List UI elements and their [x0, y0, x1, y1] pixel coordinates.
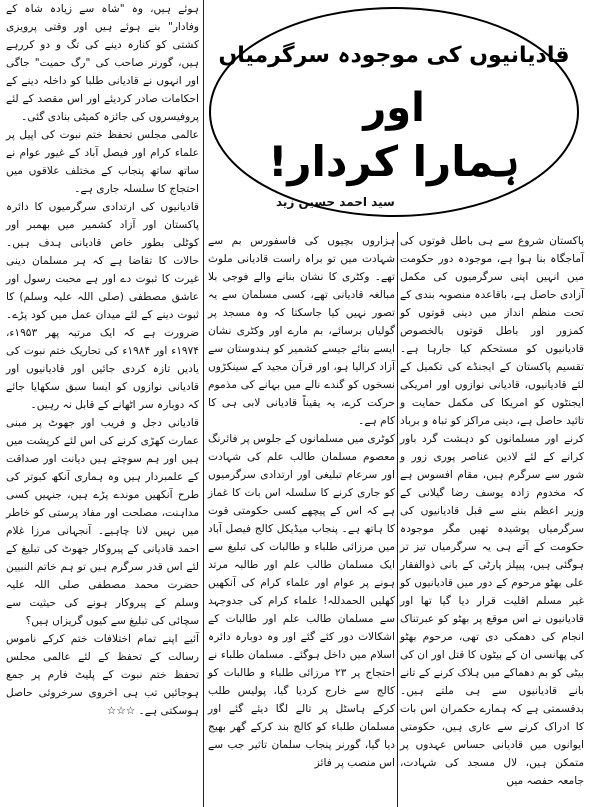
- headline-banner: [206, 5, 582, 219]
- paragraph: ہوئے ہیں، وہ "شاہ سے زیادہ شاہ کے وفادار" بنے ہوئے ہیں اور وقتی پرویزی کشتی کو کنارہ دینے کی تگ و دو کررہے ہیں، گورنر صاحب کی "رگ حمیت" جاگی اور انہوں نے قادیانی طلبا کو داخلہ دینے کے احکامات صادر کردیئے اور اس مقصد کے لئے پروفیسروں کی جائزہ کمیٹی بنادی گئی۔: [6, 3, 199, 123]
- article-column-left: [6, 0, 199, 720]
- paragraph: عالمی مجلس تحفظ ختم نبوت کی اپیل پر علماء کرام اور فیصل آباد کے غیور عوام نے ساتھ ساتھ پنجاب کے مختلف علاقوں میں احتجاج کا سلسلہ جاری ہے۔: [6, 129, 199, 195]
- paragraph: قادیانیوں کی ارتدادی سرگرمیوں کا دائرہ پاکستان اور آزاد کشمیر میں بھمبر اور کوٹلی بطور خاص قادیانی ہدف ہیں۔ حالات کا تقاضا ہے کہ ہر مسلمان دینی غیرت کا ثبوت دے اور ہے محبت رسول اور عاشق مصطفی (صلی اللہ علیہ وسلم) کا ثبوت دینے کے لئے میدان عمل میں کود پڑے۔ ضرورت ہے کہ ایک مرتبہ پھر ۱۹۵۳ء، ۱۹۷۴ء اور ۱۹۸۴ء کی تحاریک ختم نبوت کی یادیں تازہ کردی جائیں اور قادیانیوں اور قادیانی نوازوں کو ایسا سبق سکھایا جائے کہ دوبارہ سر اٹھانے کے قابل نہ رہیں۔: [6, 201, 199, 411]
- headline-line-3: ہمارا کردار!: [268, 137, 520, 186]
- column-divider: [203, 0, 204, 807]
- paragraph: قادیانی دجل و فریب اور جھوٹ پر مبنی عمارت کھڑی کرنے کی اس لئے کرپشت میں ہیں اور ہم سوچتے ہیں دیانت اور صداقت کے علمبردار ہیں وہ ہماری آنکھ کبوتر کی طرح آنکھیں موندے پڑے ہیں، جنہیں کسی مداہنت، مصلحت اور مفاد پرستی کو خاطر میں نہیں لانا چاہیے۔ آنجہانی مرزا غلام احمد قادیانی کے پیروکار جھوٹ کی تبلیغ کے لئے اس قدر سرگرم ہیں تو ہم خاتم النبیین حضرت محمد مصطفی صلی اللہ علیہ وسلم کے پیروکار ہونے کی حیثیت سے سچائی کی تبلیغ سے کیوں گریزاں ہیں؟: [6, 417, 199, 627]
- article-column-middle: [208, 232, 395, 772]
- column-divider: [397, 232, 398, 807]
- paragraph: کوٹری میں مسلمانوں کے جلوس پر فائرنگ معصوم مسلمان طالب علم کی شہادت اور سرعام تبلیغی اور ارتدادی سرگرمیوں کو جاری کرنے کا سلسلہ اس بات کا غماز ہے کہ اس کے پیچھے کسی حکومتی قوت کا ہاتھ ہے۔ پنجاب میڈیکل کالج فیصل آباد میں مرزائی طلباء و طالبات کی تبلیغ سے ایک مسلمان طالب علم اور طالبہ مرتد ہونے پر عوام اور علماء کرام کی آنکھیں کھلیں الحمدللہ! علماء کرام کی جدوجہد سے مسلمان طالب علم اور طالبات کے اشکالات دور کئے گئے اور وہ دوبارہ دائرہ اسلام میں داخل ہوگئے۔ مسلمان طلباء نے احتجاج پر ۲۳ مرزائی طلباء و طالبات کو کالج سے خارج کردیا گیا، پولیس طلب کرکے ہاسٹل پر تالے لگا دیئے گئے اور مسلمان طلباء کو کالج بند کرکے گھر بھیج دیا گیا، گورنر پنجاب سلمان تاثیر جب سے اس منصب پر فائز: [208, 433, 395, 769]
- article-column-right: [400, 232, 584, 790]
- paragraph: آئیے اپنے تمام اختلافات ختم کرکے ناموس رسالت کے تحفظ کے لئے عالمی مجلس تحفظ ختم نبوت کے پلیٹ فارم پر جمع ہوجائیں تب ہی اخروی سرخروئی حاصل ہوسکتی ہے۔ ☆☆☆: [6, 633, 199, 717]
- paragraph: پاکستان شروع سے ہی باطل قوتوں کی آماجگاہ بنا ہوا ہے، موجودہ دور حکومت میں انہیں اپنی سرگرمیوں کی مکمل آزادی حاصل ہے، باقاعدہ منصوبہ بندی کے تحت منظم انداز میں دینی قوتوں کو کمزور اور باطل قوتوں بالخصوص قادیانیوں کو مستحکم کیا جارہا ہے۔ تقسیم پاکستان کے ایجنڈے کی تکمیل کے لئے قادیانیوں، قادیانی نوازوں اور امریکی ایجنٹوں کو امریکا کی مکمل حمایت و تائید حاصل ہے، دینی مراکز کو تباہ و برباد کرنے اور مسلمانوں کو دہشت گرد باور کرانے کے لئے لادین عناصر پوری زور و شور سے سرگرم ہیں، مقام افسوس ہے کہ مخدوم زادہ یوسف رضا گیلانی کے وزیر اعظم بننے سے قبل قادیانیوں کی سرگرمیاں پوشیدہ تھیں مگر موجودہ حکومت کے آتے ہی یہ سرگرمیاں تیز تر ہوگئی ہیں، پیپلز پارٹی کے بانی ذوالفقار علی بھٹو مرحوم کے دور میں قادیانیوں کو غیر مسلم اقلیت قرار دیا گیا تھا اور قادیانیوں نے اس موقع پر بھٹو کو عبرتناک انجام کی دھمکی دی تھی، مرحوم بھٹو کی پھانسی ان کے بیٹوں کا قتل اور ان کی بیٹی کو بم دھماکے میں ہلاک کرنے کے تانے بانے قادیانیوں سے ہی ملتے ہیں۔ بدقسمتی ہے کہ ہمارے حکمران اس بات کا ادراک کرنے سے عاری ہیں، حکومتی ایوانوں میں قادیانی حساس عہدوں پر متمکن ہیں، لال مسجد کی شہادت، جامعہ حفصہ میں: [400, 235, 584, 787]
- headline-line-2: اور: [363, 85, 425, 131]
- headline-line-1: قادیانیوں کی موجودہ سرگرمیاں: [218, 43, 570, 68]
- paragraph: ہزاروں بچیوں کی فاسفورس بم سے شہادت میں تو براہ راست قادیانی ملوث تھے۔ وکٹری کا نشان بنانے والے فوجی بلا مبالغہ قادیانی تھے، کسی مسلمان سے یہ تصور نہیں کیا جاسکتا کہ وہ مسجد پر گولیاں برسائے، بم مارے اور وکٹری نشان ایسے بنائے جیسے کشمیر کو ہندوستان سے آزاد کرالیا ہو، اور قرآن مجید کے سینکڑوں نسخوں کو گندے نالے میں بہانے کی مذموم حرکت کرے، یہ یقیناً قادیانی لابی ہی کا کام ہے۔: [208, 235, 395, 427]
- author-byline: سید احمد حسین زید: [276, 195, 395, 209]
